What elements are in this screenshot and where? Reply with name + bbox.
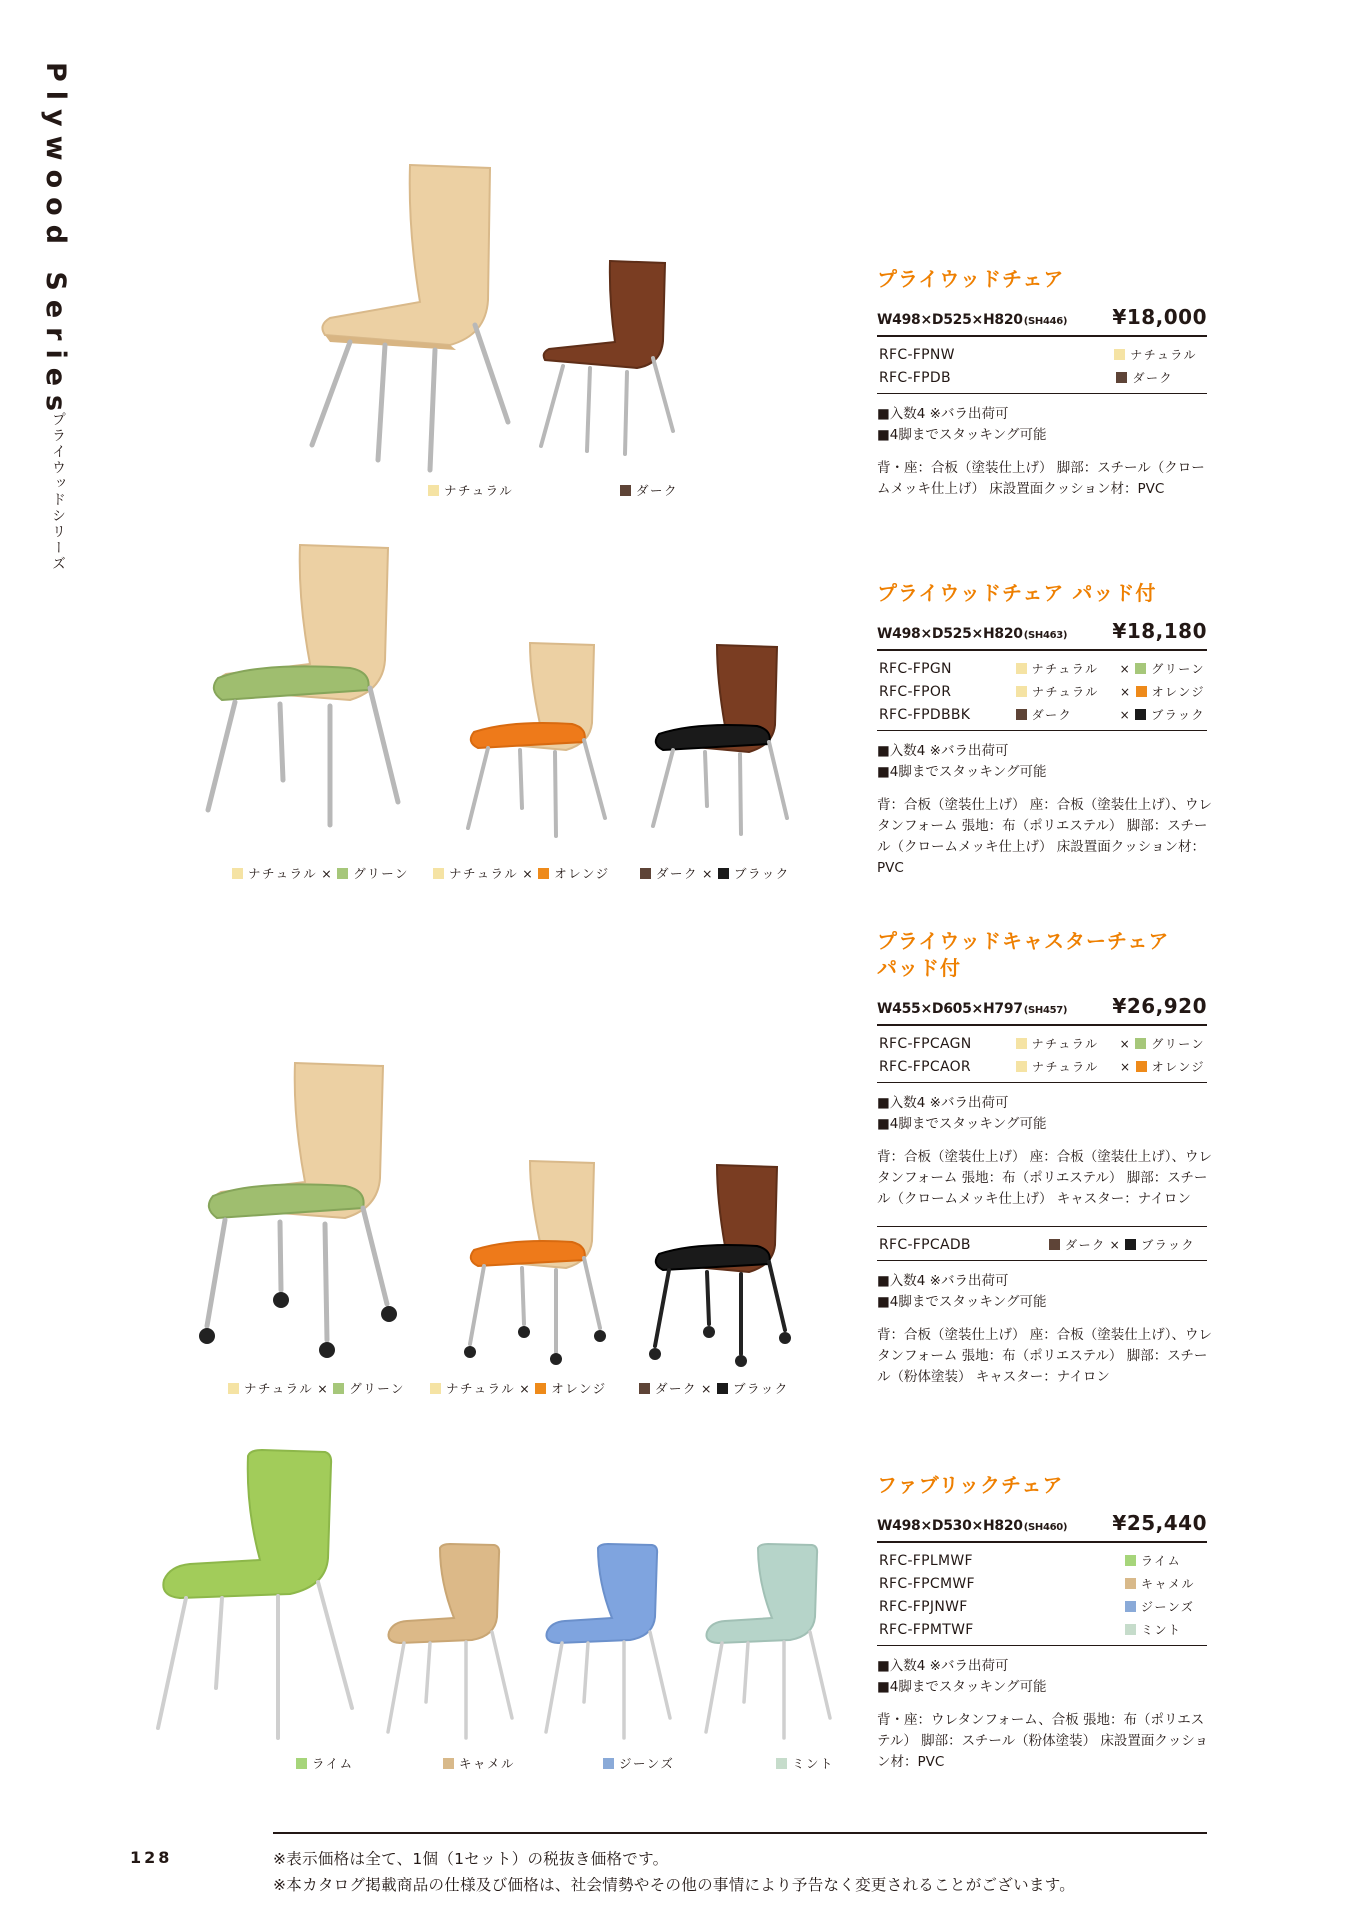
size-price-row — [877, 305, 1207, 337]
caption-label: ナチュラル — [444, 483, 514, 498]
caption-camel: キャメル — [443, 1754, 515, 1772]
price: ¥26,920 — [1112, 994, 1207, 1018]
chair-photo-natural-orange — [460, 638, 610, 838]
price: ¥25,440 — [1112, 1511, 1207, 1535]
caption-jeans: ジーンズ — [603, 1754, 674, 1772]
swatch-green-icon — [1135, 663, 1146, 674]
model-row: RFC-FPDBBK ダーク × ブラック — [879, 706, 1205, 723]
notes: ■入数4 ※バラ出荷可 ■4脚までスタッキング可能 — [877, 743, 1047, 780]
model-code: RFC-FPNW — [879, 346, 955, 363]
fabric-chair-photo-camel — [382, 1542, 522, 1742]
size: W498×D530×H820(SH460) — [877, 1518, 1068, 1534]
swatch-mint-icon — [776, 1758, 787, 1769]
swatch-dark-icon — [1049, 1239, 1060, 1250]
swatch-orange-icon — [1136, 1061, 1147, 1072]
swatch-green-icon — [337, 868, 348, 879]
model-list-sub — [877, 1227, 1207, 1261]
swatch-jeans-icon — [603, 1758, 614, 1769]
swatch-green-icon — [333, 1383, 344, 1394]
caption-natural-green: ナチュラル × グリーン — [232, 864, 409, 882]
size-price-row — [877, 1511, 1207, 1543]
color-label: ナチュラル — [1130, 348, 1197, 362]
footer-note: ※表示価格は全て、1個（1セット）の税抜き価格です。 — [273, 1850, 669, 1868]
chair-photo-dark — [535, 256, 685, 456]
swatch-orange-icon — [535, 1383, 546, 1394]
swatch-camel-icon — [1125, 1578, 1136, 1589]
caption-natural-orange: ナチュラル × オレンジ — [433, 864, 610, 882]
size-price-row — [877, 619, 1207, 651]
swatch-natural-icon — [1016, 686, 1027, 697]
spec-description: 背・座：合板（塗装仕上げ） 脚部：スチール（クロームメッキ仕上げ） 床設置面クッション材：PVC — [877, 460, 1205, 497]
size: W498×D525×H820(SH463) — [877, 626, 1068, 642]
caption-dark-black: ダーク × ブラック — [640, 864, 790, 882]
product-title: プライウッドキャスターチェア パッド付 — [877, 929, 1170, 980]
swatch-natural-icon — [433, 868, 444, 879]
spec-description: 背：合板（塗装仕上げ） 座：合板（塗装仕上げ）、ウレタンフォーム 張地：布（ポリエステル） 脚部：スチール（クロームメッキ仕上げ） キャスター：ナイロン — [877, 1149, 1213, 1207]
swatch-lime-icon — [296, 1758, 307, 1769]
footer-divider — [273, 1832, 1207, 1834]
model-list — [877, 337, 1207, 394]
swatch-natural-icon — [228, 1383, 239, 1394]
footer-notes — [273, 1846, 1075, 1898]
swatch-natural-icon — [428, 485, 439, 496]
swatch-natural-icon — [1016, 663, 1027, 674]
color-label: ダーク — [1132, 371, 1173, 385]
size: W498×D525×H820(SH446) — [877, 312, 1068, 328]
swatch-jeans-icon — [1125, 1601, 1136, 1612]
product-title: ファブリックチェア — [877, 1473, 1064, 1497]
fabric-chair-photo-lime — [150, 1448, 360, 1748]
caption-natural-orange: ナチュラル × オレンジ — [430, 1379, 607, 1397]
caption-natural-green: ナチュラル × グリーン — [228, 1379, 405, 1397]
spec-description: 背：合板（塗装仕上げ） 座：合板（塗装仕上げ）、ウレタンフォーム 張地：布（ポリエステル） 脚部：スチール（クロームメッキ仕上げ） 床設置面クッション材：PVC — [877, 797, 1213, 876]
price: ¥18,180 — [1112, 619, 1207, 643]
swatch-dark-icon — [1116, 372, 1127, 383]
model-row: RFC-FPMTWF ミント — [879, 1621, 1182, 1638]
swatch-green-icon — [1135, 1038, 1146, 1049]
caption-label: ダーク — [636, 483, 679, 498]
notes: ■入数4 ※バラ出荷可 ■4脚までスタッキング可能 — [877, 1273, 1047, 1310]
swatch-natural-icon — [1016, 1061, 1027, 1072]
swatch-mint-icon — [1125, 1624, 1136, 1635]
model-row: RFC-FPLMWF ライム — [879, 1552, 1182, 1569]
caption-lime: ライム — [296, 1754, 354, 1772]
spec-description: 背・座：ウレタンフォーム、合板 張地：布（ポリエステル） 脚部：スチール（粉体塗装） 床設置面クッション材：PVC — [877, 1712, 1209, 1770]
model-row: RFC-FPCMWF キャメル — [879, 1575, 1196, 1592]
model-row: RFC-FPCAOR ナチュラル × オレンジ — [879, 1058, 1205, 1075]
model-row — [879, 366, 1205, 389]
swatch-camel-icon — [443, 1758, 454, 1769]
model-row: RFC-FPCADB ダーク × ブラック — [879, 1236, 1195, 1253]
caster-chair-photo-natural-green — [195, 1058, 405, 1358]
spec-description: 背：合板（塗装仕上げ） 座：合板（塗装仕上げ）、ウレタンフォーム 張地：布（ポリエステル） 脚部：スチール（粉体塗装） キャスター：ナイロン — [877, 1327, 1213, 1385]
caption-mint: ミント — [776, 1754, 834, 1772]
swatch-black-icon — [1125, 1239, 1136, 1250]
swatch-dark-icon — [639, 1383, 650, 1394]
model-list — [877, 651, 1207, 731]
caster-chair-photo-natural-orange — [460, 1156, 610, 1366]
swatch-natural-icon — [430, 1383, 441, 1394]
model-list — [877, 1543, 1207, 1646]
chair-photo-natural-green — [200, 540, 410, 830]
product-fabric-chair — [877, 1472, 1207, 1773]
product-caster-chair-pad — [877, 928, 1213, 1388]
model-row: RFC-FPCAGN ナチュラル × グリーン — [879, 1035, 1205, 1052]
caption-dark-black: ダーク × ブラック — [639, 1379, 789, 1397]
swatch-natural-icon — [232, 868, 243, 879]
swatch-dark-icon — [620, 485, 631, 496]
swatch-lime-icon — [1125, 1555, 1136, 1566]
notes: ■入数4 ※バラ出荷可 ■4脚までスタッキング可能 — [877, 1095, 1047, 1132]
swatch-dark-icon — [1016, 709, 1027, 720]
model-code: RFC-FPDB — [879, 369, 951, 386]
chair-photo-natural — [300, 160, 520, 480]
model-row: RFC-FPGN ナチュラル × グリーン — [879, 660, 1205, 677]
model-row — [879, 343, 1205, 366]
chair-photo-dark-black — [645, 640, 795, 840]
notes: ■入数4 ※バラ出荷可 ■4脚までスタッキング可能 — [877, 1658, 1047, 1695]
product-title: プライウッドチェア パッド付 — [877, 581, 1157, 605]
caster-chair-photo-dark-black — [645, 1160, 795, 1370]
series-title-ja: プライウッドシリーズ — [50, 412, 66, 572]
swatch-natural-icon — [1016, 1038, 1027, 1049]
model-row: RFC-FPJNWF ジーンズ — [879, 1598, 1195, 1615]
swatch-black-icon — [717, 1383, 728, 1394]
swatch-dark-icon — [640, 868, 651, 879]
size: W455×D605×H797(SH457) — [877, 1001, 1068, 1017]
swatch-black-icon — [718, 868, 729, 879]
page-number: 128 — [130, 1848, 173, 1867]
caption-natural — [428, 481, 513, 499]
notes: ■入数4 ※バラ出荷可 ■4脚までスタッキング可能 — [877, 406, 1047, 443]
swatch-orange-icon — [538, 868, 549, 879]
swatch-orange-icon — [1136, 686, 1147, 697]
model-list — [877, 1026, 1207, 1083]
series-title-en: Plywood Series — [40, 62, 71, 421]
swatch-natural-icon — [1114, 349, 1125, 360]
swatch-black-icon — [1135, 709, 1146, 720]
model-row: RFC-FPOR ナチュラル × オレンジ — [879, 683, 1205, 700]
caption-dark — [620, 481, 678, 499]
product-title: プライウッドチェア — [877, 267, 1065, 291]
price: ¥18,000 — [1112, 305, 1207, 329]
size-price-row — [877, 994, 1207, 1026]
product-plywood-chair — [877, 266, 1207, 500]
fabric-chair-photo-jeans — [540, 1542, 680, 1742]
footer-note: ※本カタログ掲載商品の仕様及び価格は、社会情勢やその他の事情により予告なく変更されることがございます。 — [273, 1876, 1076, 1894]
product-plywood-chair-pad — [877, 580, 1213, 879]
fabric-chair-photo-mint — [700, 1542, 840, 1742]
